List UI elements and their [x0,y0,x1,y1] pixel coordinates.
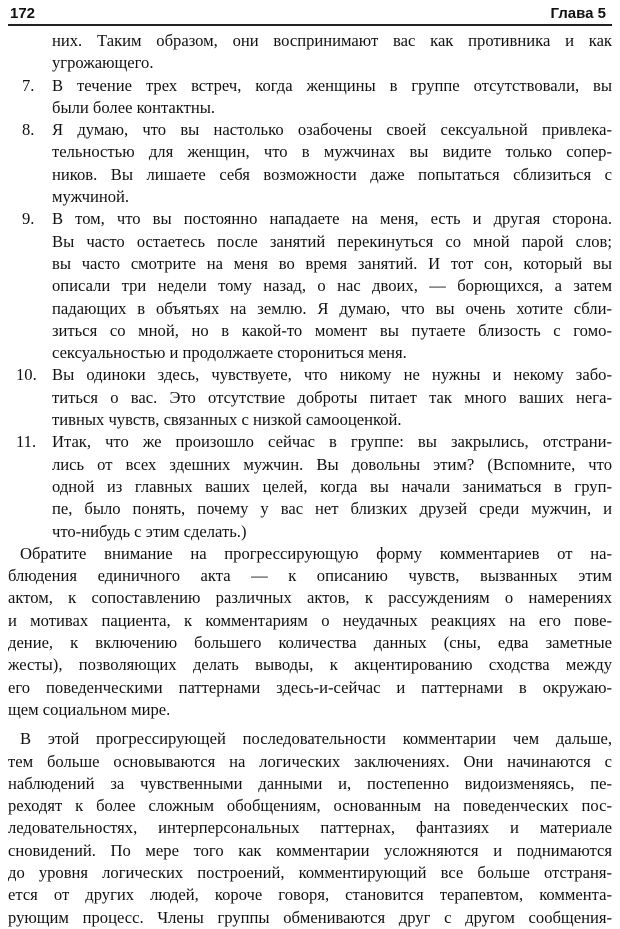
text-line: падающих в объятьях на землю. Я думаю, что вы очень хотите сбли- [52,298,612,318]
text-line: пе, было понять, почему у вас нет близких друзей среди мужчин, и [52,499,612,519]
list-item-number: 8. [22,120,35,140]
page-number: 172 [10,5,36,22]
text-line: ется от других людей, короче говоря, становится терапевтом, коммента- [8,885,612,905]
text-line: рующим процесс. Члены группы обмениваются друг с другом сообщения- [8,907,612,927]
text-line: титься о вас. Это отсутствие доброты питает так много ваших нега- [52,387,612,407]
text-line: Вы часто остаетесь после занятий перекинуться со мной парой слов; [52,231,612,251]
text-line: дение, к включению большего количества данных (сны, едва заметные [8,633,612,653]
list-item-8 [22,119,612,208]
text-line: наблюдений за чувственными данными и, постепенно видоизменяясь, пе- [8,773,612,793]
text-line: них. Таким образом, они воспринимают вас как противника и как [52,31,612,50]
list-item-7 [22,75,612,120]
text-line: сновидений. По мере того как комментарии усложняются и поднимаются [8,840,612,860]
text-line: были более контактны. [52,97,216,117]
text-line: реходят к более сложным обобщениям, основанным на поведенческих пос- [8,796,612,816]
text-line: В течение трех встреч, когда женщины в группе отсутствовали, вы [52,75,612,95]
text-line: лись от всех здешних мужчин. Вы довольны этим? (Вспомните, что [52,454,612,474]
list-item-9 [22,208,612,364]
text-line: тивных чувств, связанных с низкой самооценкой. [52,410,402,430]
continuation-text [22,30,612,75]
text-line: блюдения единичного акта — к описанию чувств, вызванных этим [8,566,612,586]
text-line: щем социальном мире. [8,699,171,719]
text-line: что-нибудь с этим сделать.) [52,521,247,541]
text-line: жесты), позволяющих делать выводы, к акцентированию сходства между [8,655,612,675]
page-header [8,2,612,24]
text-line: до уровня логических построений, комментирующий все больше отстраня- [8,862,612,882]
text-line: Итак, что же произошло сейчас в группе: вы закрылись, отстрани- [52,432,612,452]
text-line: Обратите внимание на прогрессирующую форму комментариев от на- [20,543,612,563]
text-line: тельностью для женщин, что в мужчинах вы видите только сопер- [52,142,612,162]
text-line: Я думаю, что вы настолько озабочены своей сексуальной привлека- [52,120,612,140]
list-item-10 [16,364,612,431]
text-line: угрожающего. [52,53,154,73]
text-line: ледовательностях, интерперсональных паттернах, фантазиях и материале [8,818,612,838]
paragraph-1 [8,543,612,721]
text-line: актом, к сопоставлению различных актов, к рассуждениям о намерениях [8,588,612,608]
list-item-number: 7. [22,75,35,95]
text-line: мужчиной. [52,187,130,207]
text-line: Вы одиноки здесь, чувствуете, что никому не нужны и некому забо- [52,365,612,385]
list-item-number: 11. [16,432,37,452]
text-line: зиться со мной, но в какой-то момент вы путаете близость с гомо- [52,320,612,340]
list-item-11 [16,431,612,542]
text-line: его поведенческими паттернами здесь-и-сейчас и паттернами в окружаю- [8,677,612,697]
text-line: В этой прогрессирующей последовательности комментарии чем дальше, [20,729,612,749]
list-item-number: 10. [16,365,37,385]
text-line: одной из главных ваших целей, когда вы начали заниматься в груп- [52,476,612,496]
text-line: тем больше основываются на логических заключениях. Они начинаются с [8,751,612,771]
page-body [8,30,612,929]
text-line: и мотивах пациента, к комментариям о неудачных реакциях на его пове- [8,610,612,630]
text-line: В том, что вы постоянно нападаете на меня, есть и другая сторона. [52,209,612,229]
text-line: сексуальностью и продолжаете сторониться меня. [52,343,407,363]
list-item-number: 9. [22,209,35,229]
header-rule [8,24,612,26]
text-line: вы часто смотрите на меня во время занятий. И тот сон, который вы [52,253,612,273]
chapter-title: Глава 5 [550,5,606,22]
text-line: описали три недели тому назад, о нас двоих, — борющихся, а затем [52,276,612,296]
paragraph-2 [8,728,612,929]
text-line: ников. Вы лишаете себя возможности даже попытаться сблизиться с [52,164,612,184]
